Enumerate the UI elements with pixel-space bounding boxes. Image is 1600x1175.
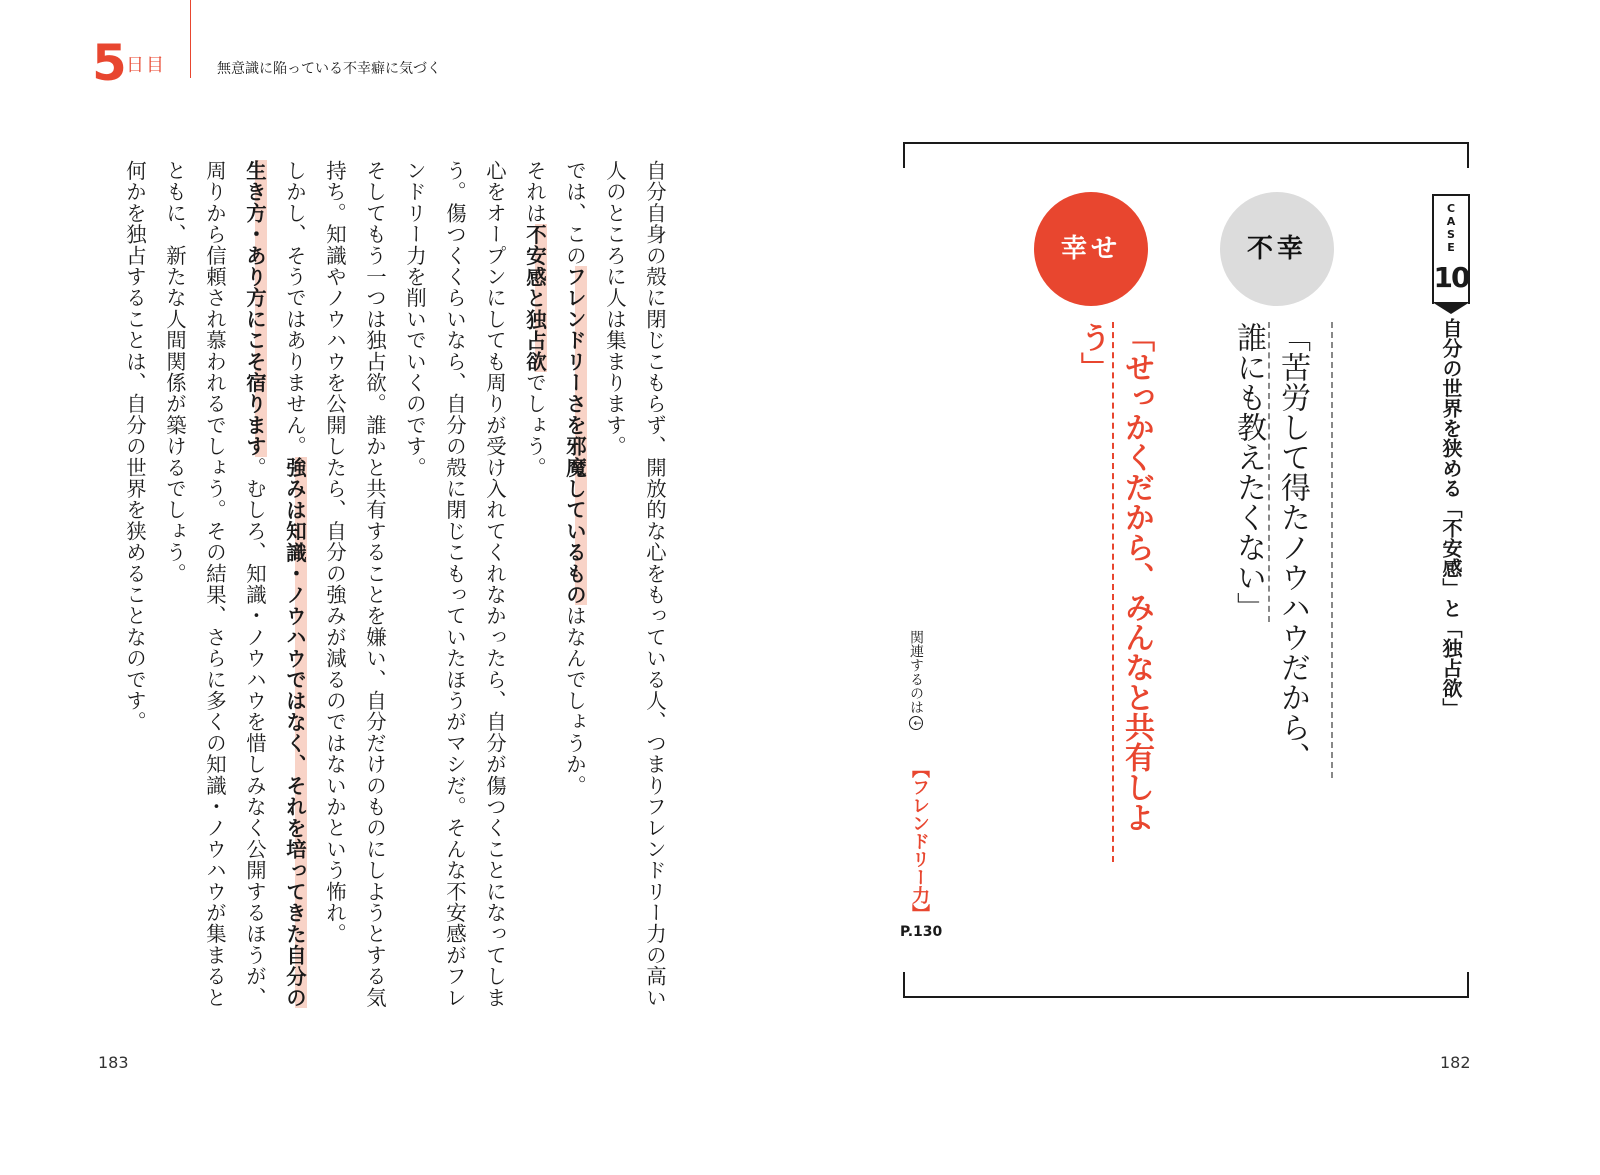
case-title: 自分の世界を狭める「不安感」と「独占欲」 [1439, 318, 1463, 718]
arrow-down-icon: ↓ [909, 716, 923, 730]
frame-top-rule [903, 142, 1469, 144]
related-link[interactable]: 【フレンドリー力】 [909, 760, 930, 922]
chapter-title: 無意識に陥っている不幸癖に気づく [217, 61, 441, 77]
frame-bottom-rule [903, 996, 1469, 998]
paragraph-6: しかし、そうではありません。強みは知識・ノウハウではなく、それを培ってきた自分の生き方・あり方にこそ宿ります。むしろ、知識・ノウハウを惜しみなく公開するほうが、周りから信頼され慕われるでしょう。その結果、さらに多くの知識・ノウハウが集まるとともに、新たな人間関係が築けるでしょう。 [163, 160, 307, 1009]
unhappy-quote: 「苦労して得たノウハウだから、 誰にも教えたくない」 [1231, 322, 1310, 772]
highlight: 不安感と独占欲 [523, 223, 547, 373]
case-label: C A S E [1446, 202, 1456, 254]
paragraph-2: では、このフレンドリーさを邪魔しているものはなんでしょうか。 [563, 160, 587, 797]
quote-guide-line [1331, 322, 1333, 778]
unhappy-badge: 不幸 [1220, 192, 1334, 306]
paragraph-5: そしてもう一つは独占欲。誰かと共有することを嫌い、自分だけのものにしようとする気持ち。知識やノウハウを公開したら、自分の強みが減るのではないかという怖れ。 [323, 160, 387, 1008]
case-number: 10 [1433, 261, 1469, 294]
frame-corner [903, 142, 905, 168]
paragraph-1: 自分自身の殻に閉じこもらず、開放的な心をもっている人、つまりフレンドリー力の高い人のところに人は集まります。 [603, 160, 667, 1008]
frame-corner [1467, 972, 1469, 998]
happy-quote: 「せっかくだから、みんなと共有しよう」 [1075, 322, 1154, 832]
day-number: 5 [92, 34, 127, 92]
header-divider [190, 0, 191, 78]
paragraph-4: 心をオープンにしても周りが受け入れてくれなかったら、自分が傷つくことになってしまう。傷つくくらいなら、自分の殻に閉じこもっていたほうがマシだ。そんな不安感がフレンドリー力を削いでいくのです。 [403, 160, 507, 1008]
page-number-left: 183 [98, 1053, 129, 1072]
paragraph-7: 何かを独占することは、自分の世界を狭めることなのです。 [123, 160, 147, 733]
frame-corner [1467, 142, 1469, 168]
case-badge-tip [1432, 302, 1470, 314]
highlight: 強みは知識・ノウハウではなく、それを培ってきた自分の生き方・あり方にこそ宿ります [243, 160, 307, 1009]
frame-corner [903, 972, 905, 998]
related-reference: 関連するのは↓ [906, 630, 926, 732]
page-number-right: 182 [1440, 1053, 1471, 1072]
paragraph-3: それは不安感と独占欲でしょう。 [523, 160, 547, 479]
day-unit: 日目 [126, 55, 166, 76]
body-text [125, 160, 675, 1020]
highlight: フレンドリーさを邪魔しているもの [563, 266, 587, 606]
related-page: P.130 [900, 924, 943, 940]
happy-badge: 幸せ [1034, 192, 1148, 306]
